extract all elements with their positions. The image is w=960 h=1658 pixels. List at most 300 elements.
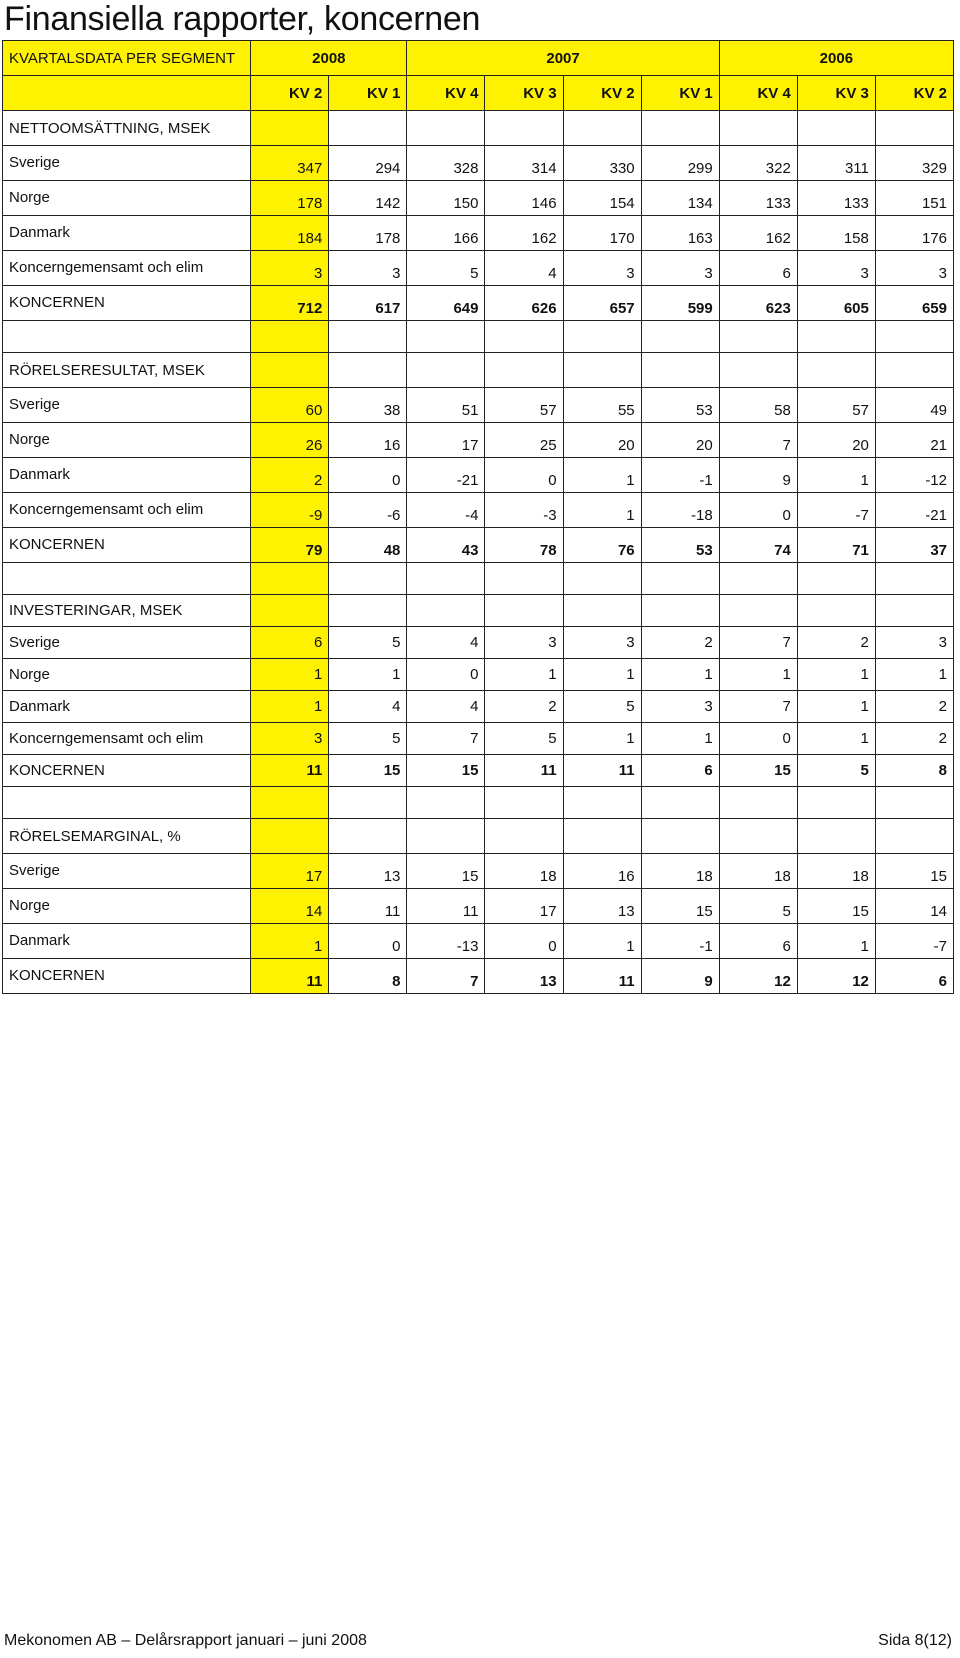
value-cell: 151 (875, 181, 953, 216)
value-cell: 3 (485, 627, 563, 659)
value-cell: 79 (251, 528, 329, 563)
value-cell: 43 (407, 528, 485, 563)
row-label: Danmark (3, 458, 251, 493)
row-label: Danmark (3, 924, 251, 959)
value-cell: 158 (797, 216, 875, 251)
value-cell: 163 (641, 216, 719, 251)
value-cell: 4 (407, 627, 485, 659)
value-cell: -7 (875, 924, 953, 959)
value-cell: 9 (641, 959, 719, 994)
spacer-cell (485, 787, 563, 819)
spacer-cell (3, 321, 251, 353)
value-cell: 53 (641, 528, 719, 563)
spacer-cell (563, 321, 641, 353)
spacer-cell (407, 321, 485, 353)
value-cell: 13 (329, 854, 407, 889)
value-cell: 1 (251, 924, 329, 959)
section-title-cell (251, 595, 329, 627)
table-row (3, 388, 954, 423)
section-title-cell (329, 819, 407, 854)
value-cell: 71 (797, 528, 875, 563)
quarter-header: KV 4 (719, 76, 797, 111)
value-cell: 659 (875, 286, 953, 321)
table-row (3, 216, 954, 251)
spacer-cell (641, 563, 719, 595)
section-title-cell (485, 111, 563, 146)
table-row (3, 146, 954, 181)
section-title-cell (329, 111, 407, 146)
value-cell: 6 (719, 924, 797, 959)
value-cell: 15 (641, 889, 719, 924)
spacer-cell (875, 321, 953, 353)
value-cell: 18 (719, 854, 797, 889)
total-row (3, 755, 954, 787)
value-cell: 3 (641, 691, 719, 723)
section-title-cell (875, 819, 953, 854)
table-row (3, 423, 954, 458)
table-row (3, 924, 954, 959)
spacer-cell (719, 787, 797, 819)
section-title-row (3, 111, 954, 146)
value-cell: 6 (875, 959, 953, 994)
value-cell: 21 (875, 423, 953, 458)
spacer-cell (641, 321, 719, 353)
table-row (3, 627, 954, 659)
value-cell: 1 (563, 924, 641, 959)
section-title-cell (641, 819, 719, 854)
value-cell: 6 (641, 755, 719, 787)
value-cell: 329 (875, 146, 953, 181)
section-title-cell (407, 111, 485, 146)
value-cell: 8 (875, 755, 953, 787)
value-cell: 1 (563, 493, 641, 528)
value-cell: -7 (797, 493, 875, 528)
section-title-cell (563, 819, 641, 854)
value-cell: 3 (641, 251, 719, 286)
row-label: Koncerngemensamt och elim (3, 251, 251, 286)
value-cell: 9 (719, 458, 797, 493)
value-cell: -13 (407, 924, 485, 959)
section-title-cell (641, 595, 719, 627)
row-label: Sverige (3, 388, 251, 423)
section-title-cell (407, 819, 485, 854)
section-title-cell (719, 819, 797, 854)
value-cell: 15 (407, 854, 485, 889)
value-cell: 162 (485, 216, 563, 251)
value-cell: 605 (797, 286, 875, 321)
table-row (3, 181, 954, 216)
value-cell: 649 (407, 286, 485, 321)
spacer-cell (3, 787, 251, 819)
header-row-quarters (3, 76, 954, 111)
value-cell: 626 (485, 286, 563, 321)
value-cell: 58 (719, 388, 797, 423)
value-cell: 2 (251, 458, 329, 493)
value-cell: 0 (485, 458, 563, 493)
spacer-cell (485, 563, 563, 595)
value-cell: 1 (719, 659, 797, 691)
value-cell: 13 (563, 889, 641, 924)
value-cell: -6 (329, 493, 407, 528)
value-cell: 11 (563, 959, 641, 994)
table-row (3, 659, 954, 691)
value-cell: 0 (485, 924, 563, 959)
section-title-cell (407, 353, 485, 388)
total-row (3, 528, 954, 563)
value-cell: 15 (797, 889, 875, 924)
page-title: Finansiella rapporter, koncernen (4, 0, 481, 38)
value-cell: 162 (719, 216, 797, 251)
row-label: Sverige (3, 146, 251, 181)
spacer-cell (329, 563, 407, 595)
section-title-cell (875, 353, 953, 388)
value-cell: 1 (251, 659, 329, 691)
value-cell: 330 (563, 146, 641, 181)
value-cell: 133 (719, 181, 797, 216)
value-cell: -1 (641, 924, 719, 959)
value-cell: 57 (797, 388, 875, 423)
value-cell: 5 (563, 691, 641, 723)
value-cell: 3 (875, 627, 953, 659)
spacer-cell (797, 787, 875, 819)
spacer-cell (251, 787, 329, 819)
year-2008: 2008 (251, 41, 407, 76)
table-row (3, 889, 954, 924)
section-title-cell (563, 353, 641, 388)
value-cell: 623 (719, 286, 797, 321)
section-title-cell (485, 353, 563, 388)
header-label: KVARTALSDATA PER SEGMENT (3, 41, 251, 76)
value-cell: 78 (485, 528, 563, 563)
value-cell: 11 (251, 959, 329, 994)
value-cell: 154 (563, 181, 641, 216)
value-cell: 37 (875, 528, 953, 563)
value-cell: 7 (719, 627, 797, 659)
row-label: Norge (3, 659, 251, 691)
value-cell: 2 (875, 691, 953, 723)
header-blank-cell (3, 76, 251, 111)
value-cell: 1 (563, 723, 641, 755)
value-cell: 3 (251, 723, 329, 755)
year-2006: 2006 (719, 41, 953, 76)
value-cell: -3 (485, 493, 563, 528)
spacer-row (3, 321, 954, 353)
value-cell: -9 (251, 493, 329, 528)
value-cell: 57 (485, 388, 563, 423)
value-cell: -21 (875, 493, 953, 528)
value-cell: 1 (641, 659, 719, 691)
value-cell: 15 (407, 755, 485, 787)
value-cell: 617 (329, 286, 407, 321)
value-cell: 55 (563, 388, 641, 423)
value-cell: 20 (563, 423, 641, 458)
section-title-row (3, 353, 954, 388)
spacer-cell (719, 321, 797, 353)
value-cell: 5 (719, 889, 797, 924)
value-cell: 53 (641, 388, 719, 423)
value-cell: 3 (251, 251, 329, 286)
spacer-cell (251, 321, 329, 353)
value-cell: -4 (407, 493, 485, 528)
row-label: Sverige (3, 627, 251, 659)
section-title-cell (485, 819, 563, 854)
spacer-cell (485, 321, 563, 353)
value-cell: 1 (797, 924, 875, 959)
value-cell: 1 (875, 659, 953, 691)
value-cell: 599 (641, 286, 719, 321)
spacer-row (3, 563, 954, 595)
value-cell: 5 (485, 723, 563, 755)
value-cell: 7 (407, 959, 485, 994)
value-cell: 311 (797, 146, 875, 181)
quarter-header: KV 3 (797, 76, 875, 111)
value-cell: 74 (719, 528, 797, 563)
spacer-cell (251, 563, 329, 595)
value-cell: 11 (251, 755, 329, 787)
section-title-cell (797, 819, 875, 854)
table-row (3, 458, 954, 493)
section-title: RÖRELSERESULTAT, MSEK (3, 353, 251, 388)
section-title-cell (875, 111, 953, 146)
value-cell: 176 (875, 216, 953, 251)
value-cell: 1 (329, 659, 407, 691)
value-cell: 17 (407, 423, 485, 458)
row-label: Koncerngemensamt och elim (3, 493, 251, 528)
quarter-header: KV 2 (875, 76, 953, 111)
row-label: KONCERNEN (3, 528, 251, 563)
value-cell: 178 (251, 181, 329, 216)
section-title-cell (251, 819, 329, 854)
quarter-header: KV 4 (407, 76, 485, 111)
value-cell: 294 (329, 146, 407, 181)
spacer-cell (329, 321, 407, 353)
value-cell: 76 (563, 528, 641, 563)
value-cell: 2 (797, 627, 875, 659)
value-cell: 48 (329, 528, 407, 563)
row-label: Sverige (3, 854, 251, 889)
value-cell: 184 (251, 216, 329, 251)
row-label: Norge (3, 423, 251, 458)
value-cell: 178 (329, 216, 407, 251)
value-cell: 134 (641, 181, 719, 216)
value-cell: 15 (875, 854, 953, 889)
spacer-cell (797, 563, 875, 595)
spacer-cell (407, 787, 485, 819)
value-cell: 4 (485, 251, 563, 286)
section-title-cell (875, 595, 953, 627)
quarter-header: KV 2 (563, 76, 641, 111)
value-cell: 8 (329, 959, 407, 994)
value-cell: 1 (797, 659, 875, 691)
section-title-cell (563, 111, 641, 146)
value-cell: 150 (407, 181, 485, 216)
value-cell: 11 (329, 889, 407, 924)
table-row (3, 723, 954, 755)
value-cell: 3 (329, 251, 407, 286)
value-cell: 20 (641, 423, 719, 458)
value-cell: 712 (251, 286, 329, 321)
header-row-years (3, 41, 954, 76)
total-row (3, 286, 954, 321)
total-row (3, 959, 954, 994)
value-cell: 7 (407, 723, 485, 755)
spacer-cell (719, 563, 797, 595)
value-cell: 3 (563, 251, 641, 286)
value-cell: 5 (797, 755, 875, 787)
value-cell: 1 (797, 458, 875, 493)
value-cell: 49 (875, 388, 953, 423)
quarter-header: KV 1 (329, 76, 407, 111)
value-cell: 0 (329, 458, 407, 493)
spacer-cell (641, 787, 719, 819)
value-cell: 18 (485, 854, 563, 889)
value-cell: 5 (329, 723, 407, 755)
value-cell: 2 (875, 723, 953, 755)
value-cell: 17 (485, 889, 563, 924)
value-cell: 142 (329, 181, 407, 216)
value-cell: 16 (563, 854, 641, 889)
section-title-cell (329, 595, 407, 627)
value-cell: 0 (719, 723, 797, 755)
year-2007: 2007 (407, 41, 719, 76)
section-title: RÖRELSEMARGINAL, % (3, 819, 251, 854)
spacer-cell (875, 787, 953, 819)
value-cell: 133 (797, 181, 875, 216)
row-label: Danmark (3, 216, 251, 251)
row-label: KONCERNEN (3, 959, 251, 994)
section-title-cell (719, 595, 797, 627)
value-cell: 1 (251, 691, 329, 723)
value-cell: 7 (719, 423, 797, 458)
value-cell: -21 (407, 458, 485, 493)
spacer-cell (563, 787, 641, 819)
section-title-cell (563, 595, 641, 627)
spacer-cell (875, 563, 953, 595)
value-cell: 11 (485, 755, 563, 787)
value-cell: 18 (797, 854, 875, 889)
section-title-cell (251, 111, 329, 146)
spacer-cell (407, 563, 485, 595)
value-cell: 2 (641, 627, 719, 659)
value-cell: 14 (251, 889, 329, 924)
row-label: Norge (3, 181, 251, 216)
value-cell: 299 (641, 146, 719, 181)
value-cell: 12 (719, 959, 797, 994)
value-cell: 60 (251, 388, 329, 423)
value-cell: 15 (329, 755, 407, 787)
value-cell: 18 (641, 854, 719, 889)
row-label: Norge (3, 889, 251, 924)
value-cell: 25 (485, 423, 563, 458)
value-cell: 5 (407, 251, 485, 286)
spacer-cell (563, 563, 641, 595)
value-cell: 1 (563, 659, 641, 691)
value-cell: 38 (329, 388, 407, 423)
value-cell: 314 (485, 146, 563, 181)
footer-report-name: Mekonomen AB – Delårsrapport januari – juni 2008 (4, 1632, 367, 1649)
value-cell: 3 (875, 251, 953, 286)
row-label: Koncerngemensamt och elim (3, 723, 251, 755)
row-label: Danmark (3, 691, 251, 723)
value-cell: 0 (329, 924, 407, 959)
section-title-cell (329, 353, 407, 388)
value-cell: 15 (719, 755, 797, 787)
value-cell: 51 (407, 388, 485, 423)
value-cell: 5 (329, 627, 407, 659)
value-cell: -12 (875, 458, 953, 493)
section-title-cell (797, 353, 875, 388)
section-title-row (3, 595, 954, 627)
value-cell: 17 (251, 854, 329, 889)
section-title-cell (797, 111, 875, 146)
spacer-row (3, 787, 954, 819)
value-cell: 11 (563, 755, 641, 787)
value-cell: 7 (719, 691, 797, 723)
quarter-header: KV 1 (641, 76, 719, 111)
value-cell: 20 (797, 423, 875, 458)
section-title: NETTOOMSÄTTNING, MSEK (3, 111, 251, 146)
quarter-header: KV 2 (251, 76, 329, 111)
section-title-cell (641, 111, 719, 146)
row-label: KONCERNEN (3, 755, 251, 787)
value-cell: 16 (329, 423, 407, 458)
value-cell: 322 (719, 146, 797, 181)
quarterly-segment-table (2, 40, 954, 994)
table-row (3, 854, 954, 889)
value-cell: 4 (329, 691, 407, 723)
value-cell: 657 (563, 286, 641, 321)
value-cell: 146 (485, 181, 563, 216)
value-cell: 2 (485, 691, 563, 723)
value-cell: 3 (563, 627, 641, 659)
section-title-cell (485, 595, 563, 627)
quarter-header: KV 3 (485, 76, 563, 111)
spacer-cell (3, 563, 251, 595)
row-label: KONCERNEN (3, 286, 251, 321)
value-cell: 14 (875, 889, 953, 924)
value-cell: 6 (719, 251, 797, 286)
value-cell: 328 (407, 146, 485, 181)
value-cell: 1 (485, 659, 563, 691)
section-title-cell (719, 353, 797, 388)
value-cell: 1 (797, 723, 875, 755)
spacer-cell (329, 787, 407, 819)
section-title-cell (407, 595, 485, 627)
value-cell: 4 (407, 691, 485, 723)
table-row (3, 691, 954, 723)
value-cell: -18 (641, 493, 719, 528)
section-title-cell (641, 353, 719, 388)
value-cell: 11 (407, 889, 485, 924)
table-row (3, 493, 954, 528)
section-title-row (3, 819, 954, 854)
value-cell: 0 (719, 493, 797, 528)
value-cell: 6 (251, 627, 329, 659)
section-title-cell (251, 353, 329, 388)
value-cell: 170 (563, 216, 641, 251)
value-cell: 1 (563, 458, 641, 493)
section-title: INVESTERINGAR, MSEK (3, 595, 251, 627)
section-title-cell (719, 111, 797, 146)
spacer-cell (797, 321, 875, 353)
value-cell: 12 (797, 959, 875, 994)
value-cell: -1 (641, 458, 719, 493)
value-cell: 13 (485, 959, 563, 994)
value-cell: 347 (251, 146, 329, 181)
value-cell: 0 (407, 659, 485, 691)
value-cell: 166 (407, 216, 485, 251)
section-title-cell (797, 595, 875, 627)
